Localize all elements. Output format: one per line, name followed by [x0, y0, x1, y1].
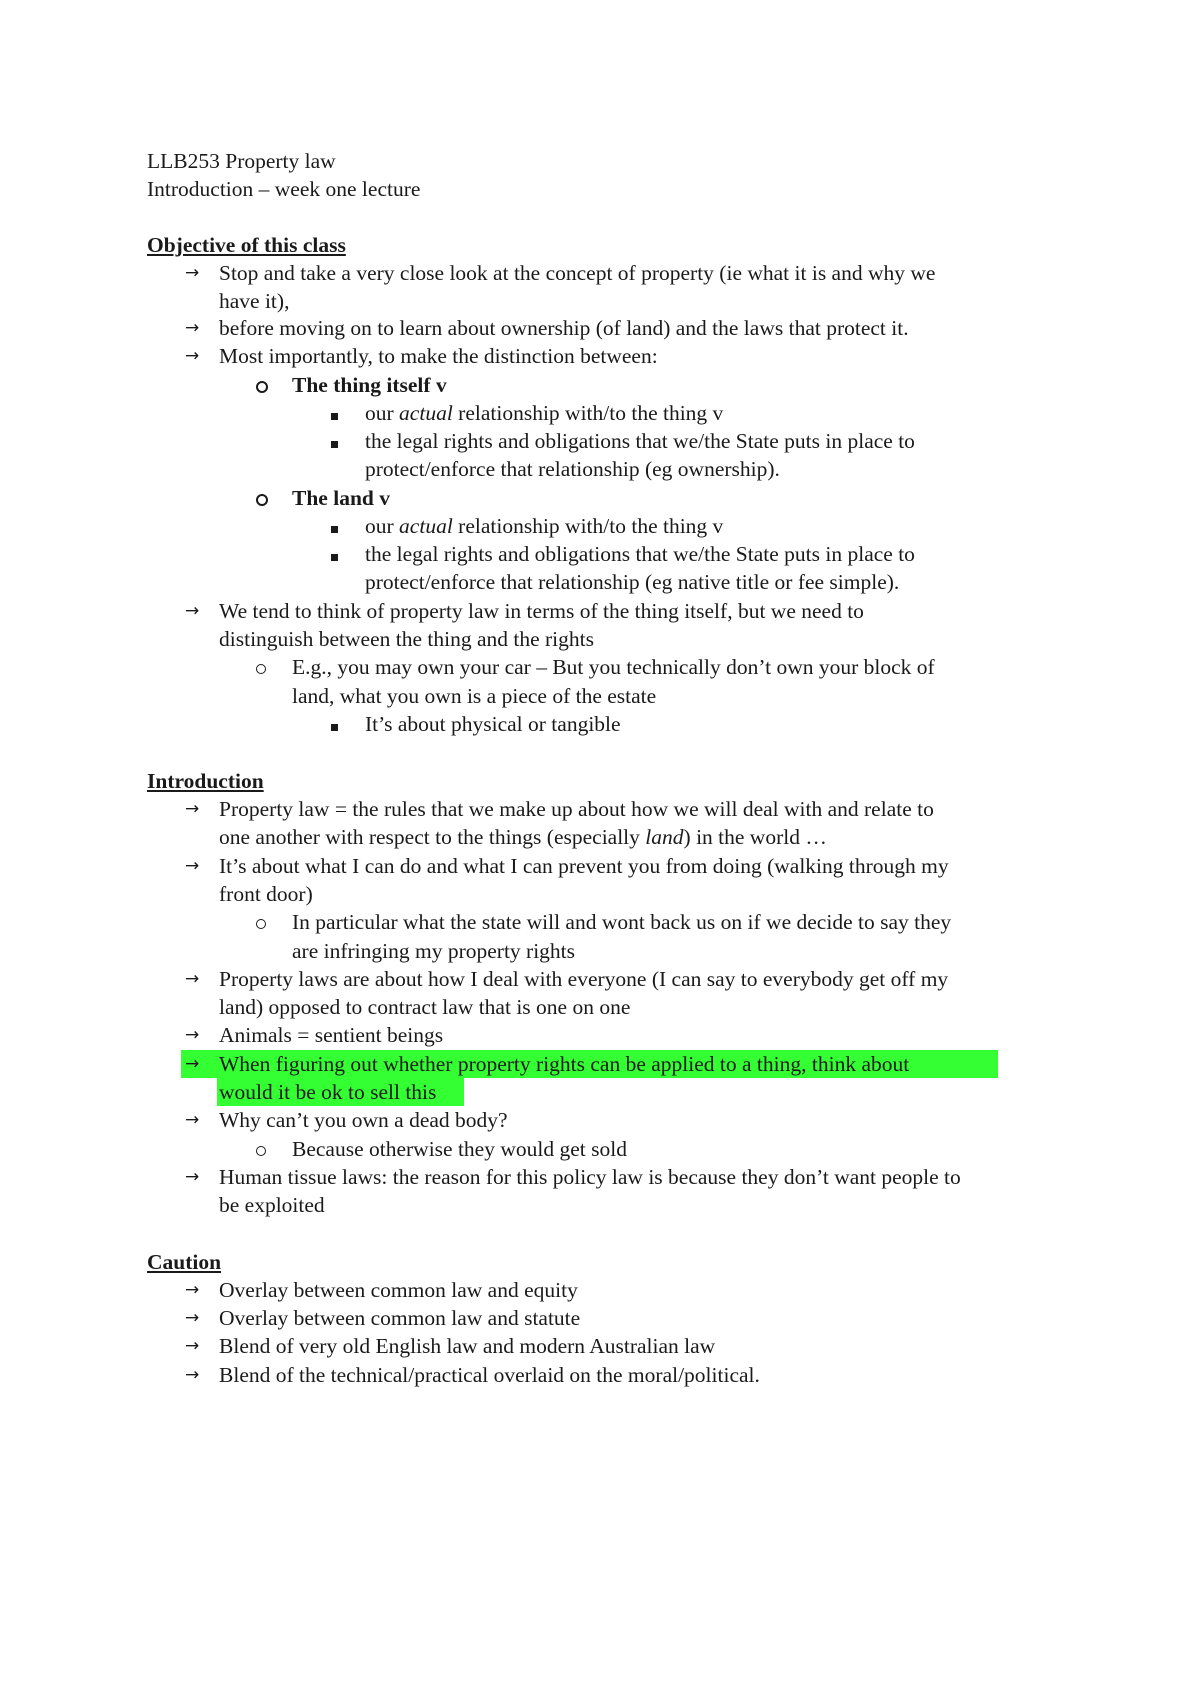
intro-sub-item: In particular what the state will and wont back us on if we decide to say they: [292, 910, 952, 934]
objective-bullet-3: Most importantly, to make the distinction between:: [219, 344, 658, 368]
caution-heading: Caution: [147, 1250, 222, 1274]
sub-sub-item-cont: protect/enforce that relationship (eg native title or fee simple).: [365, 570, 900, 594]
arrow-icon: →: [185, 1167, 200, 1187]
arrow-icon: →: [185, 1054, 200, 1074]
intro-bullet-5-highlighted-cont: would it be ok to sell this: [219, 1080, 437, 1104]
square-bullet-icon: [331, 399, 338, 427]
intro-bullet-7-cont: be exploited: [219, 1193, 325, 1217]
intro-bullet-3-cont: land) opposed to contract law that is one on one: [219, 995, 631, 1019]
arrow-icon: →: [185, 1110, 200, 1130]
sub-sub-item: It’s about physical or tangible: [365, 712, 621, 736]
arrow-icon: →: [185, 1308, 200, 1328]
circle-bullet-icon: [256, 653, 266, 681]
caution-item: Overlay between common law and statute: [219, 1306, 581, 1330]
intro-bullet-7: Human tissue laws: the reason for this policy law is because they don’t want people to: [219, 1165, 961, 1189]
intro-bullet-2: It’s about what I can do and what I can prevent you from doing (walking through my: [219, 854, 949, 878]
arrow-icon: →: [185, 1280, 200, 1300]
sub-sub-item: our actual relationship with/to the thing v: [365, 401, 724, 425]
intro-bullet-1: Property law = the rules that we make up about how we will deal with and relate to: [219, 797, 934, 821]
circle-bullet-icon: [256, 371, 268, 400]
caution-item: Blend of very old English law and modern Australian law: [219, 1334, 716, 1358]
intro-bullet-5-highlighted: When figuring out whether property rights can be applied to a thing, think about: [219, 1052, 910, 1076]
sub-sub-item: the legal rights and obligations that we/the State puts in place to: [365, 542, 915, 566]
square-bullet-icon: [331, 540, 338, 568]
objective-bullet-1-cont: have it),: [219, 289, 290, 313]
document-title: LLB253 Property law: [147, 149, 336, 173]
sub-item-example-cont: land, what you own is a piece of the estate: [292, 684, 657, 708]
caution-item: Overlay between common law and equity: [219, 1278, 578, 1302]
arrow-icon: →: [185, 969, 200, 989]
arrow-icon: →: [185, 318, 200, 338]
sub-item-the-land: The land v: [292, 486, 390, 510]
document-subtitle: Introduction – week one lecture: [147, 177, 421, 201]
objective-bullet-4-cont: distinguish between the thing and the rights: [219, 627, 595, 651]
arrow-icon: →: [185, 799, 200, 819]
intro-sub-item: Because otherwise they would get sold: [292, 1137, 627, 1161]
arrow-icon: →: [185, 346, 200, 366]
objective-heading: Objective of this class: [147, 233, 346, 257]
intro-bullet-6: Why can’t you own a dead body?: [219, 1108, 508, 1132]
circle-bullet-icon: [256, 908, 266, 936]
arrow-icon: →: [185, 856, 200, 876]
arrow-icon: →: [185, 1336, 200, 1356]
arrow-icon: →: [185, 601, 200, 621]
circle-bullet-icon: [256, 1135, 266, 1163]
square-bullet-icon: [331, 427, 338, 455]
sub-sub-item-cont: protect/enforce that relationship (eg ownership).: [365, 457, 780, 481]
intro-bullet-4: Animals = sentient beings: [219, 1023, 444, 1047]
objective-bullet-2: before moving on to learn about ownership (of land) and the laws that protect it.: [219, 316, 909, 340]
caution-item: Blend of the technical/practical overlaid on the moral/political.: [219, 1363, 760, 1387]
intro-bullet-3: Property laws are about how I deal with everyone (I can say to everybody get off my: [219, 967, 949, 991]
objective-bullet-4: We tend to think of property law in terms of the thing itself, but we need to: [219, 599, 864, 623]
sub-sub-item: our actual relationship with/to the thing v: [365, 514, 724, 538]
sub-sub-item: the legal rights and obligations that we/the State puts in place to: [365, 429, 915, 453]
intro-bullet-1-cont: one another with respect to the things (especially land) in the world …: [219, 825, 827, 849]
intro-bullet-2-cont: front door): [219, 882, 313, 906]
objective-bullet-1: Stop and take a very close look at the concept of property (ie what it is and why we: [219, 261, 936, 285]
sub-item-example: E.g., you may own your car – But you technically don’t own your block of: [292, 655, 935, 679]
intro-sub-item-cont: are infringing my property rights: [292, 939, 576, 963]
circle-bullet-icon: [256, 484, 268, 513]
square-bullet-icon: [331, 512, 338, 540]
arrow-icon: →: [185, 1365, 200, 1385]
sub-item-thing-itself: The thing itself v: [292, 373, 447, 397]
arrow-icon: →: [185, 1025, 200, 1045]
arrow-icon: →: [185, 263, 200, 283]
square-bullet-icon: [331, 710, 338, 738]
introduction-heading: Introduction: [147, 769, 264, 793]
